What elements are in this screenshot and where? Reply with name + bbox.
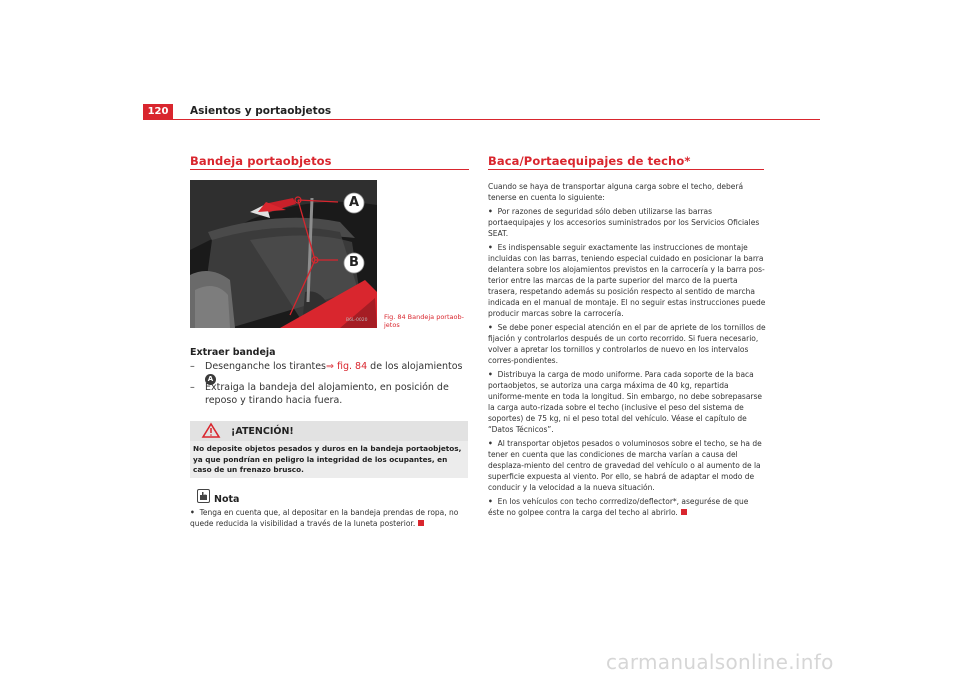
bullet-item: [488, 496, 766, 518]
watermark: carmanualsonline.info: [606, 650, 834, 674]
badge-a: A: [205, 374, 216, 385]
step-1-text-2: de los alojamientos: [367, 361, 463, 372]
warning-box: [190, 421, 468, 478]
bullet-text: Distribuya la carga de modo uniforme. Para cada soporte de la baca portaobjetos, se autoriza una carga máxima de 40 kg, repartida uniforme-mente en toda la longitud. Sin embargo, no debe sobrepasarse la carga auto-rizada sobre el techo (inclusive el peso del sistema de soportes) de 75 kg, ni el peso total del vehículo. Véase el capítulo de “Datos Técnicos”.: [488, 370, 763, 434]
bullet-text: Por razones de seguridad sólo deben utilizarse las barras portaequipajes y los accesorios suministrados por los Servicios Oficiales SEAT.: [488, 207, 760, 238]
bullet-item: [488, 242, 766, 319]
bullet-text: Al transportar objetos pesados o voluminosos sobre el techo, se ha de tener en cuenta que las condiciones de marcha varían a causa del desplaza-miento del centro de gravedad del vehículo o al aumento de la superficie expuesta al viento. Por ello, se habrá de adaptar el modo de conducir y la velocidad a la nueva situación.: [488, 439, 762, 492]
page-number: 120: [143, 104, 173, 119]
figure-link[interactable]: ⇒ fig. 84: [326, 361, 368, 372]
bullet-item: [488, 322, 766, 366]
bullet-item: [488, 369, 766, 435]
step-2: [190, 381, 470, 407]
figure-caption: Fig. 84 Bandeja portaob-jetos: [384, 313, 464, 329]
bullet-dot: •: [488, 439, 493, 448]
figure-trunk-shelf: [190, 180, 377, 328]
bullet-dot: •: [488, 323, 493, 332]
section-title-baca: Baca/Portaequipajes de techo*: [488, 154, 691, 168]
end-mark: [418, 520, 424, 526]
note-bullet: •: [190, 508, 195, 517]
note-hand-icon: [197, 489, 210, 503]
section-rule-right: [488, 169, 764, 170]
bullet-dot: •: [488, 370, 493, 379]
note-body: Tenga en cuenta que, al depositar en la bandeja prendas de ropa, no quede reducida la visibilidad a través de la luneta posterior.: [190, 508, 459, 528]
intro-paragraph: Cuando se haya de transportar alguna carga sobre el techo, deberá tenerse en cuenta lo siguiente:: [488, 182, 744, 202]
bullet-text: Es indispensable seguir exactamente las instrucciones de montaje incluidas con las barras, teniendo especial cuidado en posicionar la barra delantera sobre los alojamientos previstos en la carrocería y la barra pos-terior entre las marcas de la parte superior del marco de la puerta trasera, respetando además su posición respecto al sentido de marcha indicada en el manual de montaje. El no seguir estas instrucciones puede producir marcas sobre la carrocería.: [488, 243, 766, 318]
section-rule-left: [190, 169, 469, 170]
right-column-text: [488, 181, 766, 521]
bullet-text: En los vehículos con techo corrredizo/deflector*, asegurése de que éste no golpee contra la carga del techo al abrirlo.: [488, 497, 749, 517]
subtitle-extraer-bandeja: Extraer bandeja: [190, 347, 276, 358]
step-dash: –: [190, 361, 195, 372]
figure-code: B6L-0020: [346, 318, 368, 323]
warning-text: No deposite objetos pesados y duros en la bandeja portaobjetos, ya que pondrían en peligro la integridad de los ocupantes, en caso de un frenazo brusco.: [193, 444, 462, 474]
running-title: Asientos y portaobjetos: [190, 105, 332, 117]
bullet-item: [488, 206, 766, 239]
step-2-text: Extraiga la bandeja del alojamiento, en posición de reposo y tirando hacia fuera.: [205, 382, 449, 406]
bullet-dot: •: [488, 497, 493, 506]
section-title-bandeja: Bandeja portaobjetos: [190, 154, 332, 168]
bullet-text: Se debe poner especial atención en el par de apriete de los tornillos de fijación y controlarlos después de un corto recorrido. Si fuera necesario, volver a apretar los tornillos y controlarlos de nuevo en los intervalos corres-pondientes.: [488, 323, 766, 365]
note-title: Nota: [214, 494, 240, 505]
note-text: [190, 507, 470, 529]
bullet-dot: •: [488, 207, 493, 216]
step-1-text: Desenganche los tirantes: [205, 361, 327, 372]
callout-a-label: A: [348, 195, 360, 210]
bullet-dot: •: [488, 243, 493, 252]
callout-b-label: B: [349, 255, 359, 270]
warning-title: ¡ATENCIÓN!: [231, 426, 294, 437]
bullet-item: [488, 438, 766, 493]
end-mark: [681, 509, 687, 515]
step-dash: –: [190, 382, 195, 393]
header-rule: [143, 119, 820, 120]
